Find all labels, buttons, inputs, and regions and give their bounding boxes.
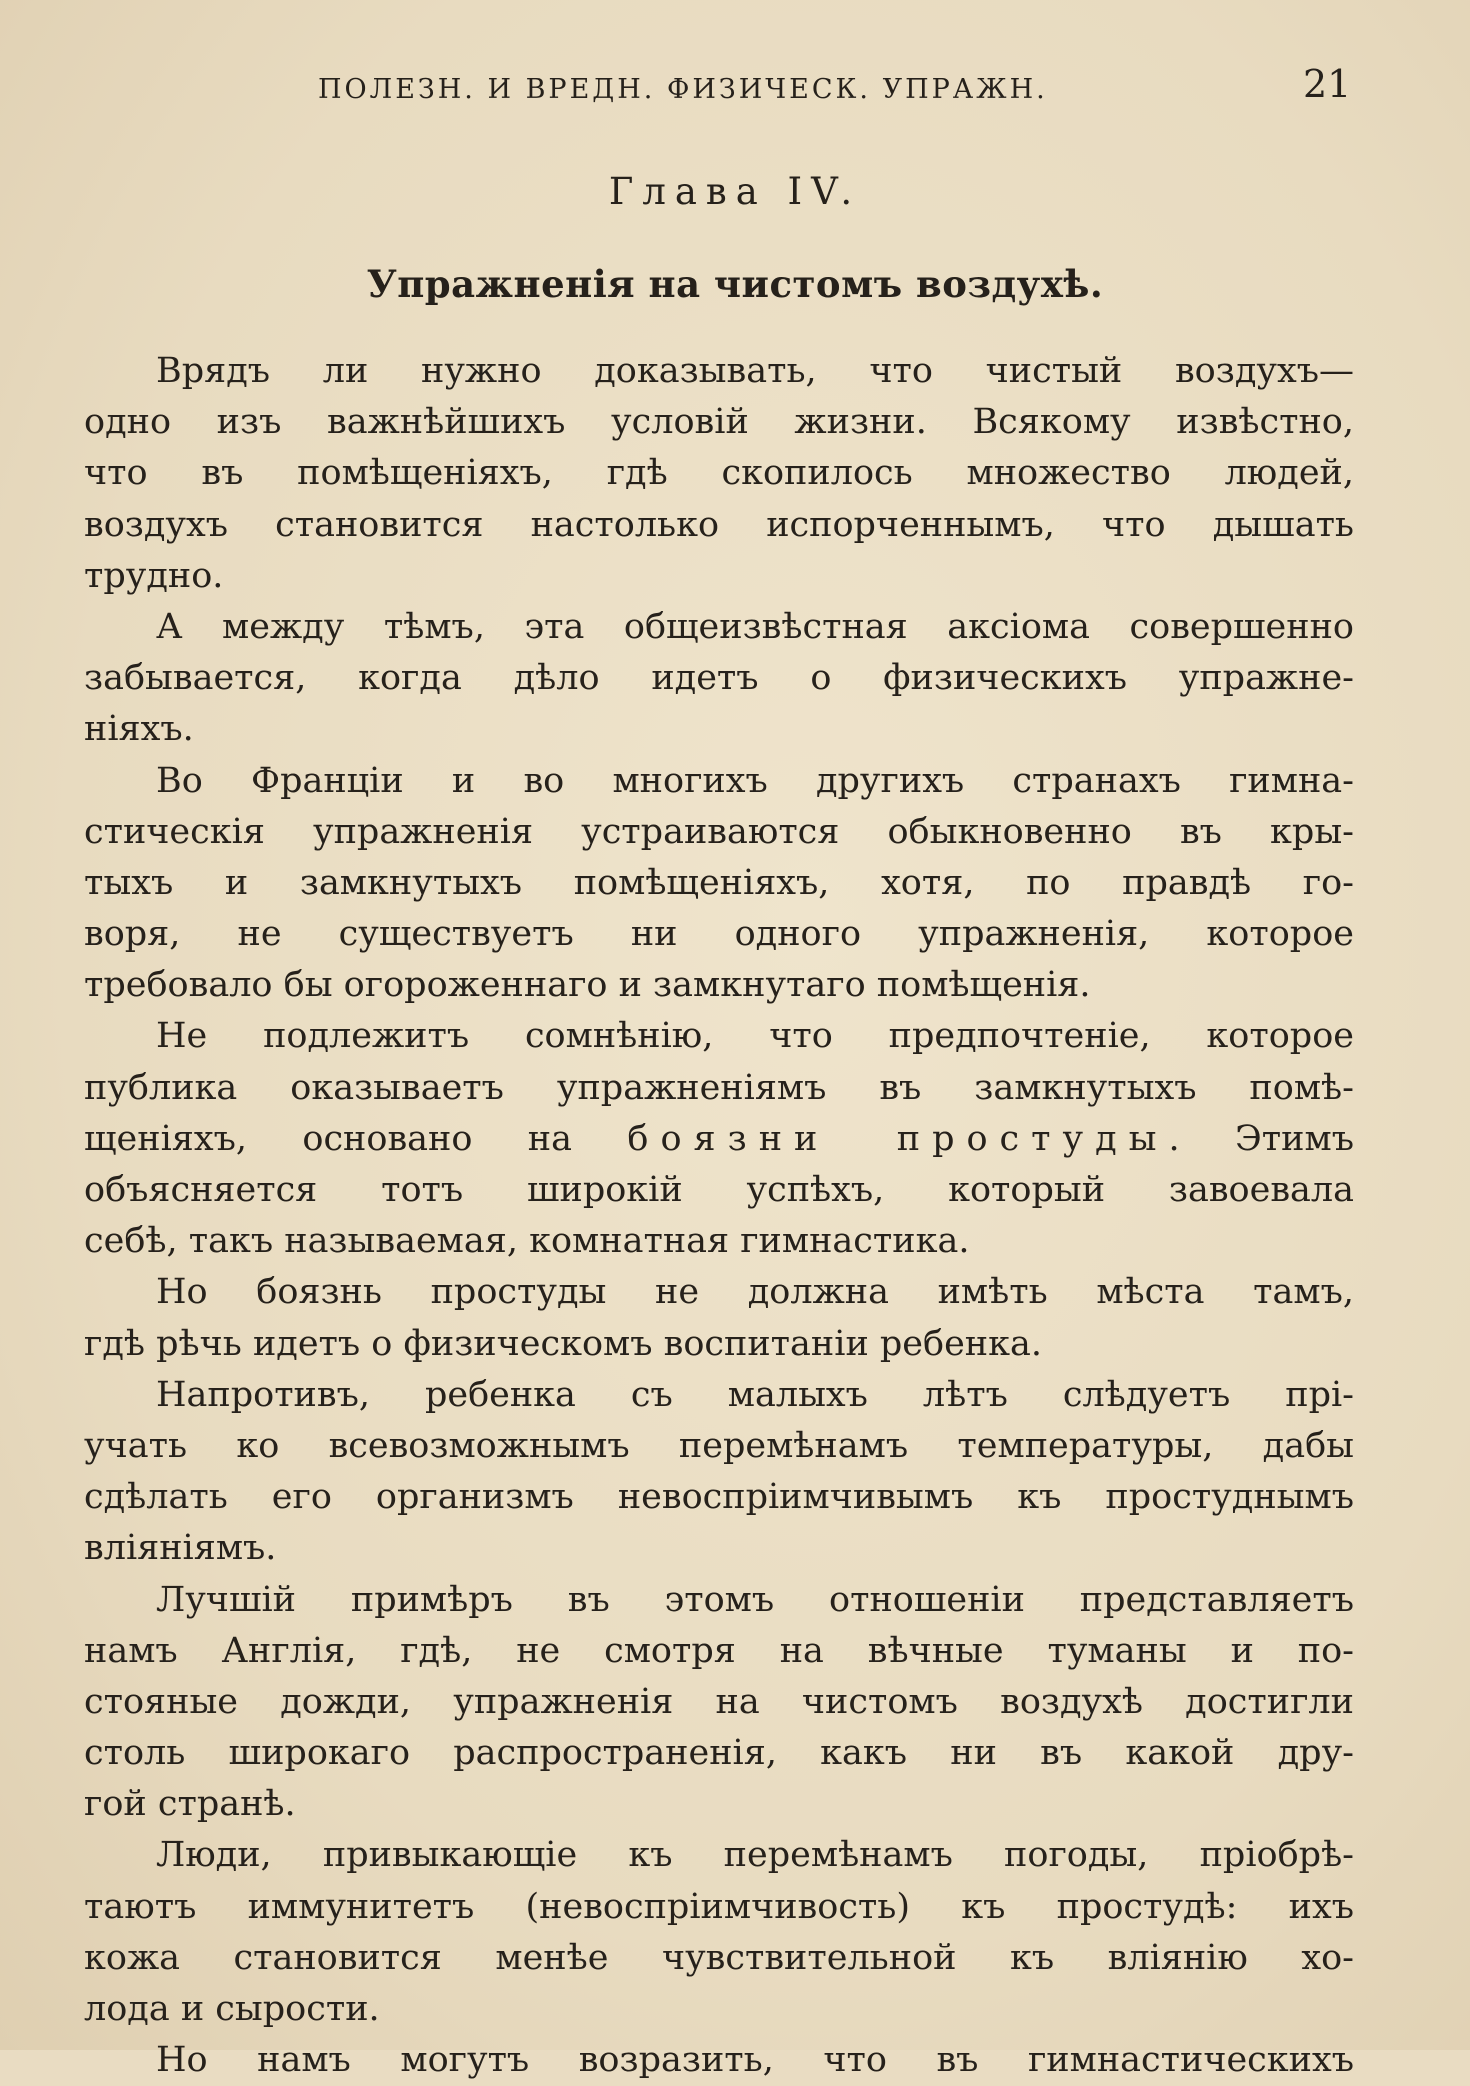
text-line: таютъ иммунитетъ (невоспріимчивость) къ простудѣ: ихъ (84, 1886, 1354, 1927)
text-line: забывается, когда дѣло идетъ о физическихъ упражне- (84, 658, 1354, 699)
text-line: Но намъ могутъ возразить, что въ гимнастическихъ (156, 2040, 1354, 2081)
text-line: объясняется тотъ широкій успѣхъ, который завоевала (84, 1170, 1354, 1210)
text-line: воздухъ становится настолько испорченнымъ, что дышать (84, 504, 1354, 545)
text-line: себѣ, такъ называемая, комнатная гимнастика. (84, 1221, 970, 1262)
text-line: А между тѣмъ, эта общеизвѣстная аксіома совершенно (156, 606, 1354, 647)
emphasized-text: боязни простуды (627, 1118, 1169, 1159)
text-line: что въ помѣщеніяхъ, гдѣ скопилось множество людей, (84, 453, 1354, 494)
text-line: одно изъ важнѣйшихъ условій жизни. Всякому извѣстно, (84, 402, 1354, 443)
text-line: сдѣлать его организмъ невоспріимчивымъ къ простуднымъ (84, 1477, 1354, 1518)
running-head (0, 62, 1470, 122)
text-line: воря, не существуетъ ни одного упражненія, которое (84, 914, 1354, 955)
text-line: намъ Англія, гдѣ, не смотря на вѣчные туманы и по- (84, 1630, 1354, 1671)
chapter-title: Упражненія на чистомъ воздухѣ. (366, 262, 1104, 306)
text-fragment: щеніяхъ, основано на (84, 1118, 628, 1159)
text-line: Во Франціи и во многихъ другихъ странахъ гимна- (156, 760, 1354, 801)
text-line: гдѣ рѣчь идетъ о физическомъ воспитаніи ребенка. (84, 1323, 1042, 1364)
text-line: столь широкаго распространенія, какъ ни въ какой дру- (84, 1733, 1354, 1774)
text-line: Но боязнь простуды не должна имѣть мѣста тамъ, (156, 1272, 1354, 1313)
text-line: гой странѣ. (84, 1784, 296, 1825)
text-line: трудно. (84, 555, 224, 596)
text-line: кожа становится менѣе чувствительной къ вліянію хо- (84, 1937, 1354, 1978)
text-line: ніяхъ. (84, 709, 194, 750)
text-line: вліяніямъ. (84, 1528, 277, 1569)
text-line: стическія упражненія устраиваются обыкновенно въ кры- (84, 811, 1354, 852)
text-line: лода и сырости. (84, 1989, 380, 2029)
text-line: Врядъ ли нужно доказывать, что чистый воздухъ— (156, 351, 1354, 391)
text-line: стояные дожди, упражненія на чистомъ воздухѣ достигли (84, 1681, 1354, 1722)
page-number: 21 (1303, 62, 1352, 106)
text-fragment: . Этимъ (1168, 1118, 1354, 1159)
running-title: ПОЛЕЗН. И ВРЕДН. ФИЗИЧЕСК. УПРАЖН. (318, 74, 1048, 105)
text-line: публика оказываетъ упражненіямъ въ замкнутыхъ помѣ- (84, 1067, 1354, 1108)
text-line (84, 1114, 1354, 1165)
body-text (84, 346, 1354, 2081)
text-line: Люди, привыкающіе къ перемѣнамъ погоды, пріобрѣ- (156, 1835, 1354, 1876)
chapter-label: Глава IV. (608, 170, 862, 213)
text-line: Не подлежитъ сомнѣнію, что предпочтеніе, которое (156, 1016, 1354, 1057)
text-line: учать ко всевозможнымъ перемѣнамъ температуры, дабы (84, 1425, 1354, 1466)
text-line: тыхъ и замкнутыхъ помѣщеніяхъ, хотя, по правдѣ го- (84, 862, 1354, 903)
text-line: требовало бы огороженнаго и замкнутаго помѣщенія. (84, 965, 1091, 1006)
text-line: Лучшій примѣръ въ этомъ отношеніи представляетъ (156, 1579, 1354, 1620)
text-line: Напротивъ, ребенка съ малыхъ лѣтъ слѣдуетъ прі- (156, 1374, 1354, 1415)
